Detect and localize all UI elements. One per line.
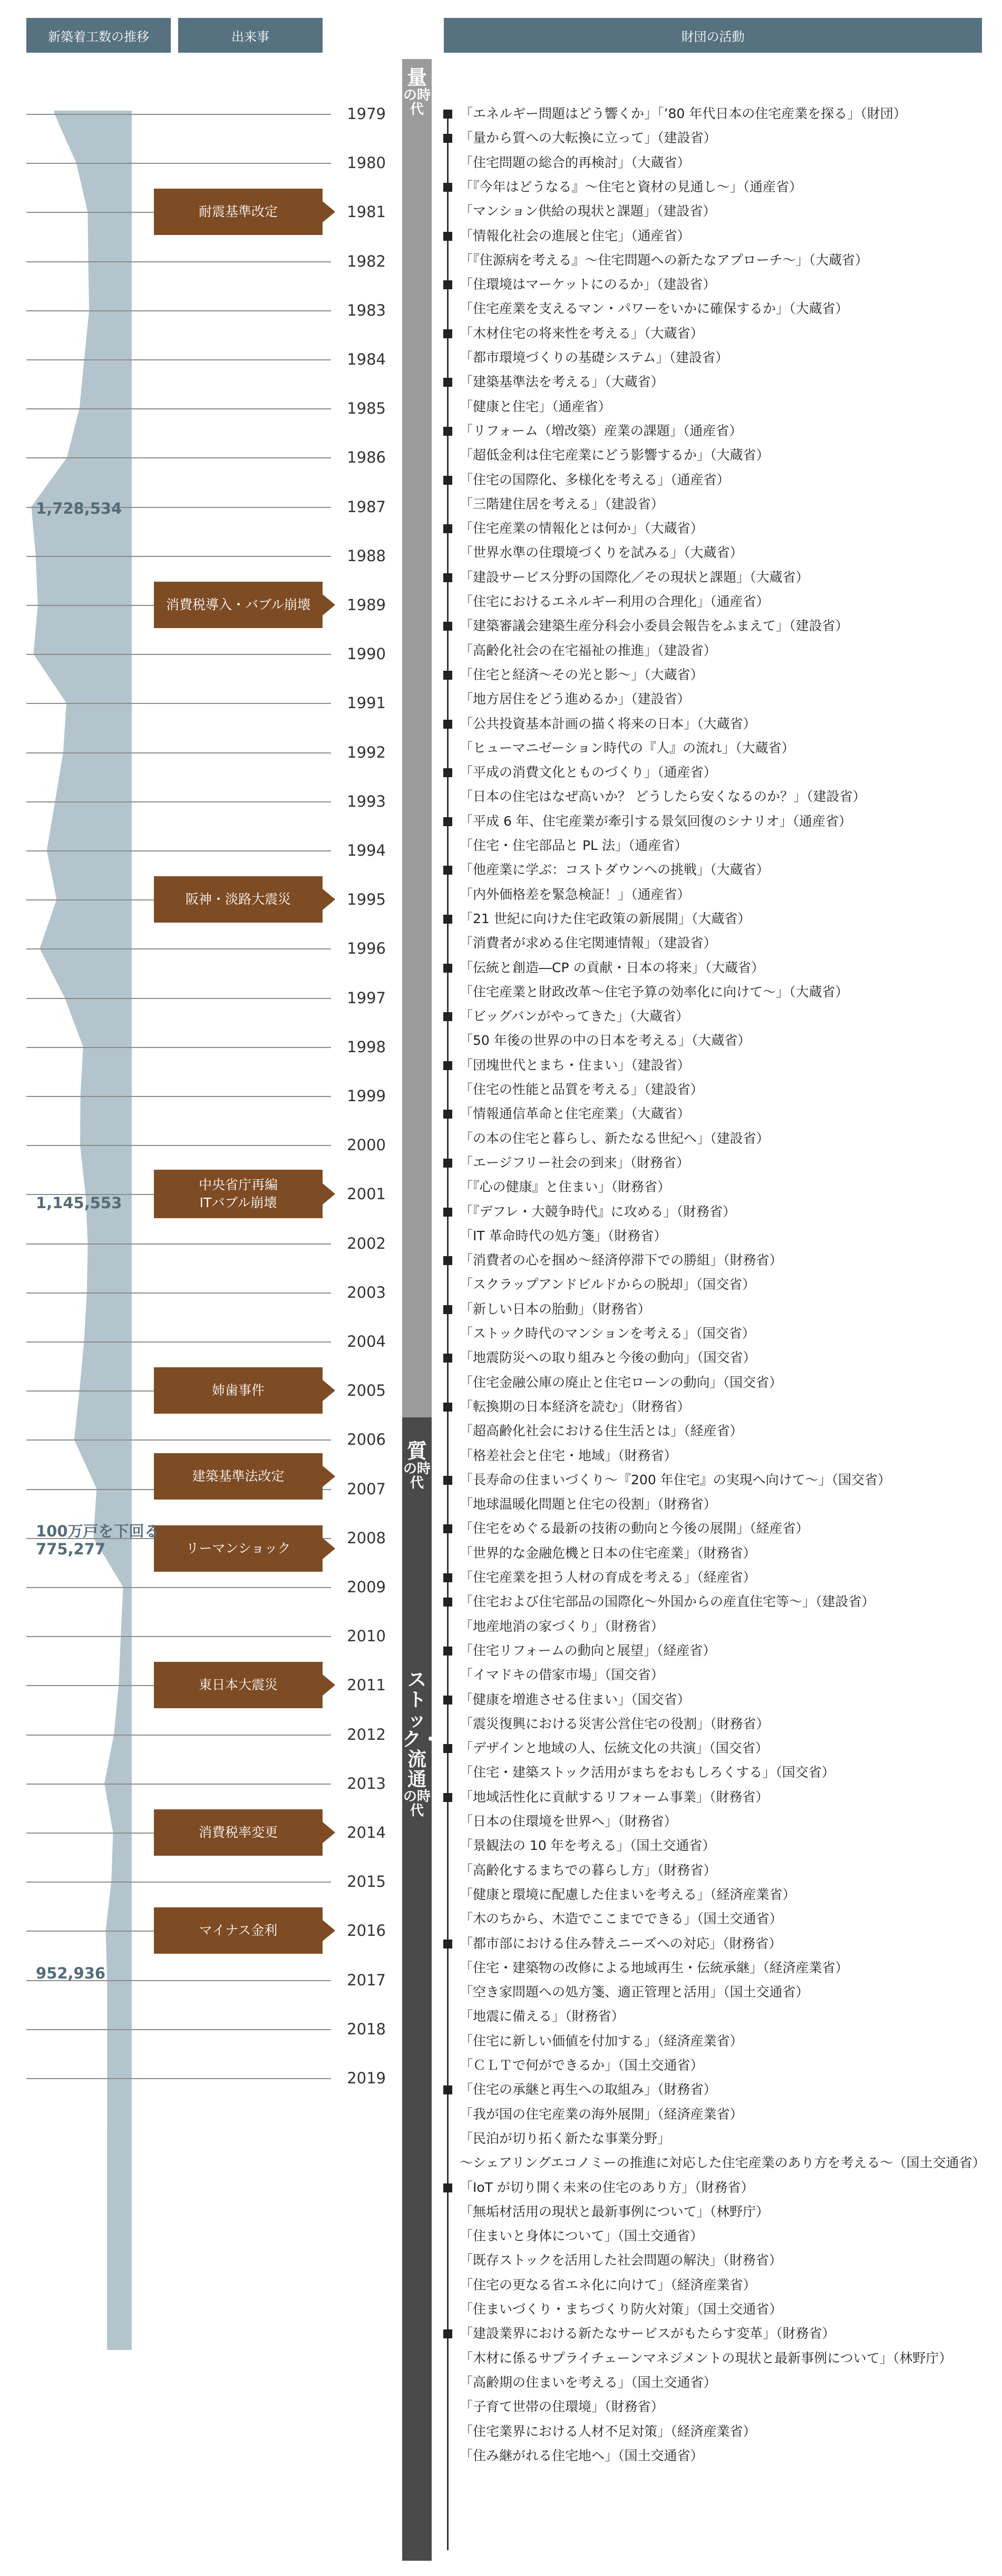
event-box (154, 876, 323, 923)
era-label (402, 67, 432, 117)
activity-item: 「地産地消の家づくり」（財務省） (460, 1618, 664, 1634)
area-annotation: 100万戸を下回る (36, 1522, 160, 1540)
activity-item: 「新しい日本の胎動」（財務省） (460, 1301, 651, 1317)
activity-item: 「21 世紀に向けた住宅政策の新展開」（大蔵省） (460, 910, 751, 926)
year-label: 1993 (347, 792, 386, 810)
event-box (154, 1525, 323, 1572)
timeline-marker (443, 1744, 452, 1753)
activity-item: 「建設サービス分野の国際化／その現状と課題」（大蔵省） (460, 569, 809, 585)
activity-item: 「空き家問題への処方箋、適正管理と活用」（国土交通省） (460, 1984, 809, 2000)
event-label: 消費税導入・バブル崩壊 (166, 597, 310, 612)
header-activities: 財団の活動 (444, 18, 982, 53)
year-label: 2007 (347, 1480, 386, 1498)
activity-item: 「『今年はどうなる』〜住宅と資材の見通し〜」（通産省） (460, 179, 803, 194)
timeline-marker (443, 671, 452, 680)
area-annotation: 1,728,534 (36, 499, 122, 517)
timeline-marker (443, 1256, 452, 1265)
activity-item: 「住環境はマーケットにのるか」（建設省） (460, 277, 716, 292)
year-gridline (26, 1587, 331, 1588)
year-gridline (26, 2029, 331, 2030)
event-box (154, 189, 323, 235)
timeline-marker (443, 1524, 452, 1533)
activity-item: 「無垢材活用の現状と最新事例について」（林野庁） (460, 2203, 770, 2219)
year-label: 2008 (347, 1529, 386, 1547)
event-box (154, 1453, 323, 1500)
year-gridline (26, 1292, 331, 1294)
year-gridline (26, 1145, 331, 1146)
year-gridline (26, 163, 331, 164)
activity-item: 「超低金利は住宅産業にどう影響するか」（大蔵省） (460, 447, 770, 463)
activity-item: 「住宅産業と財政改革〜住宅予算の効率化に向けて〜」（大蔵省） (460, 984, 849, 1000)
timeline-marker (443, 1305, 452, 1314)
timeline-marker (443, 134, 452, 143)
event-label: 姉歯事件 (211, 1383, 265, 1398)
year-gridline (26, 801, 331, 802)
year-label: 1979 (347, 105, 386, 123)
activity-item: 「建設業界における新たなサービスがもたらす変革」（財務省） (460, 2326, 835, 2342)
activity-item: 「長寿命の住まいづくり〜『200 年住宅』の実現へ向けて〜」（国交省） (460, 1472, 891, 1487)
era-bar-stock (402, 1702, 432, 2561)
timeline-marker (443, 2329, 452, 2338)
event-box (154, 1170, 323, 1218)
event-label: 東日本大震災 (198, 1677, 278, 1693)
timeline-marker (443, 1476, 452, 1485)
year-label: 2005 (347, 1382, 386, 1400)
year-label: 1999 (347, 1087, 386, 1105)
year-label: 1998 (347, 1037, 386, 1056)
activity-item: 「住宅におけるエネルギー利用の合理化」（通産省） (460, 594, 770, 609)
timeline-marker (443, 1403, 452, 1412)
activity-item: 「住宅問題の総合的再検討」（大蔵省） (460, 154, 690, 170)
activity-item: 「ヒューマニゼーション時代の『人』の流れ」（大蔵省） (460, 740, 795, 756)
activity-item: 「住宅と経済〜その光と影〜」（大蔵省） (460, 667, 704, 682)
timeline-marker (443, 2183, 452, 2192)
activity-item: 「建築審議会建築生産分科会小委員会報告をふまえて」（建設省） (460, 618, 849, 634)
year-label: 2015 (347, 1873, 386, 1891)
year-label: 2014 (347, 1824, 386, 1842)
event-label: 阪神・淡路大震災 (185, 892, 291, 907)
event-label: 耐震基準改定 (198, 204, 278, 220)
activity-item: 「ビッグバンがやってきた」（大蔵省） (460, 1008, 689, 1024)
timeline-marker (443, 866, 452, 875)
year-label: 1994 (347, 841, 386, 859)
timeline-marker (443, 915, 452, 924)
year-label: 1982 (347, 252, 386, 270)
activity-item: 「平成の消費文化とものづくり」（通産省） (460, 765, 717, 780)
year-gridline (26, 752, 331, 753)
activity-item: 「地震に備える」（財務省） (460, 2009, 625, 2024)
activity-item: 「住宅をめぐる最新の技術の動向と今後の展開」（経産省） (460, 1521, 809, 1536)
activity-item: 「住まいづくり・まちづくり防火対策」（国土交通省） (460, 2301, 783, 2317)
year-label: 1987 (347, 497, 386, 516)
activity-item: 「地域活性化に貢献するリフォーム事業」（財務省） (460, 1789, 769, 1805)
year-gridline (26, 2078, 331, 2079)
event-box (154, 1662, 323, 1708)
era-label-main: 量 (406, 66, 427, 89)
year-label: 2006 (347, 1431, 386, 1449)
activity-item: 「健康と環境に配慮した住まいを考える」（経済産業省） (460, 1886, 796, 1902)
year-gridline (26, 654, 331, 655)
year-label: 2018 (347, 2020, 386, 2038)
year-label: 2004 (347, 1333, 386, 1350)
timeline-marker (443, 183, 452, 192)
activity-item: 「木材に係るサプライチェーンマネジメントの現状と最新事例について」（林野庁） (460, 2350, 952, 2366)
header-housing-starts: 新築着工数の推移 (26, 18, 171, 53)
year-label: 2013 (347, 1774, 386, 1793)
area-annotation: 775,277 (36, 1540, 106, 1558)
event-box (154, 1809, 323, 1856)
timeline-marker (443, 1696, 452, 1705)
activity-item: 「情報化社会の進展と住宅」（通産省） (460, 228, 690, 243)
timeline-marker (443, 622, 452, 631)
activity-item: 「団塊世代とまち・住まい」（建設省） (460, 1057, 690, 1073)
year-label: 1981 (347, 203, 386, 221)
year-label: 2019 (347, 2069, 386, 2087)
year-gridline (26, 1636, 331, 1637)
year-gridline (26, 1882, 331, 1883)
activity-item: 「エージフリー社会の到来」（財務省） (460, 1154, 690, 1170)
activity-item: 「の本の住宅と暮らし、新たなる世紀へ」（建設省） (460, 1130, 770, 1146)
activity-item: 「住宅・建築物の改修による地域再生・伝統承継」（経済産業省） (460, 1960, 849, 1975)
activity-item: 「都市部における住み替えニーズへの対応」（財務省） (460, 1935, 782, 1951)
timeline-marker (443, 1647, 452, 1656)
era-label-suffix: の時代 (403, 1788, 431, 1819)
year-label: 2001 (347, 1185, 386, 1203)
year-gridline (26, 114, 331, 115)
activity-item: 「伝統と創造―CP の貢献・日本の将来」（大蔵省） (460, 959, 764, 975)
activity-item: 「超高齢化社会における住生活とは」（経産省） (460, 1423, 743, 1439)
activity-item: 「木のちから、木造でここまでできる」（国土交通省） (460, 1911, 783, 1927)
activity-item: 「健康と住宅」（通産省） (460, 398, 611, 414)
year-label: 1985 (347, 399, 386, 418)
activity-item: 「『デフレ・大競争時代』に攻める」（財務省） (460, 1203, 736, 1219)
activity-item: 「消費者が求める住宅関連情報」（建設省） (460, 935, 717, 951)
year-label: 2011 (347, 1676, 386, 1695)
year-gridline (26, 948, 331, 949)
year-gridline (26, 1735, 331, 1736)
activity-item: 「地方居住をどう進めるか」（建設省） (460, 691, 690, 707)
activity-item: 〜シェアリングエコノミーの推進に対応した住宅産業のあり方を考える〜（国土交通省） (460, 2155, 986, 2171)
event-label: 中央省庁再編 (198, 1177, 278, 1193)
activity-item: 「住宅産業の情報化とは何か」（大蔵省） (460, 521, 704, 536)
year-label: 1980 (347, 154, 386, 172)
timeline-marker (443, 817, 452, 826)
year-label: 1992 (347, 743, 386, 761)
activity-item: 「イマドキの借家市場」（国交省） (460, 1667, 664, 1683)
year-gridline (26, 703, 331, 704)
activity-item: 「転換期の日本経済を読む」（財務省） (460, 1398, 690, 1414)
timeline-marker (443, 964, 452, 973)
activity-item: 「地球温暖化問題と住宅の役割」（財務省） (460, 1496, 717, 1512)
activity-item: 「建築基準法を考える」（大蔵省） (460, 374, 664, 390)
timeline-marker (443, 476, 452, 485)
year-label: 2003 (347, 1283, 386, 1301)
timeline-marker (443, 524, 452, 533)
activity-item: 「住宅に新しい価値を付加する」（経済産業省） (460, 2033, 743, 2049)
timeline-marker (443, 1573, 452, 1582)
year-gridline (26, 1096, 331, 1097)
activity-item: 「住宅の承継と再生への取組み」（財務省） (460, 2082, 717, 2098)
year-gridline (26, 408, 331, 409)
year-label: 2000 (347, 1136, 386, 1154)
activity-item: 「地震防災への取り組みと今後の動向」（国交省） (460, 1350, 756, 1366)
activity-item: 「健康を増進させる住まい」（国交省） (460, 1691, 690, 1707)
timeline-marker (443, 768, 452, 777)
activity-item: 「既存ストックを活用した社会問題の解決」（財務省） (460, 2252, 782, 2268)
era-label (402, 1441, 432, 1491)
timeline-marker (443, 1110, 452, 1119)
timeline-marker (443, 573, 452, 582)
header-events: 出来事 (178, 18, 323, 53)
activity-item: 「量から質への大転換に立って」（建設省） (460, 130, 717, 146)
year-gridline (26, 310, 331, 311)
activity-item: 「木材住宅の将来性を考える」（大蔵省） (460, 325, 704, 341)
activity-item: 「他産業に学ぶ：コストダウンへの挑戦」（大蔵省） (460, 862, 770, 878)
timeline-marker (443, 1061, 452, 1070)
activity-item: 「デザインと地域の人、伝統文化の共演」（国交省） (460, 1740, 768, 1756)
year-label: 2002 (347, 1234, 386, 1252)
event-label: マイナス金利 (199, 1923, 278, 1938)
year-gridline (26, 1243, 331, 1245)
year-label: 1984 (347, 350, 386, 368)
event-label: 消費税率変更 (198, 1825, 278, 1840)
activity-item: 「住まいと身体について」（国土交通省） (460, 2228, 704, 2244)
timeline-marker (443, 110, 452, 119)
year-gridline (26, 1439, 331, 1441)
year-label: 2017 (347, 1971, 386, 1989)
timeline-marker (443, 329, 452, 338)
era-label-main: ストック・流通 (402, 1669, 441, 1790)
event-label: 建築基準法改定 (192, 1468, 285, 1484)
year-label: 1991 (347, 694, 386, 712)
activity-item: 「我が国の住宅産業の海外展開」（経済産業省） (460, 2106, 743, 2122)
activity-item: 「情報通信革命と住宅産業」（大蔵省） (460, 1106, 690, 1122)
activity-item: 「消費者の心を掴め〜経済停滞下での勝組」（財務省） (460, 1252, 783, 1268)
timeline-marker (443, 427, 452, 436)
housing-starts-area-chart (0, 0, 358, 2576)
year-gridline (26, 850, 331, 851)
year-label: 2010 (347, 1627, 386, 1645)
activity-item: 「住宅の性能と品質を考える」（建設省） (460, 1082, 704, 1097)
event-label: ITバブル崩壊 (199, 1195, 277, 1211)
timeline-marker (443, 1940, 452, 1948)
timeline-marker (443, 232, 452, 241)
activity-item: 「住宅および住宅部品の国際化〜外国からの産直住宅等〜」（建設省） (460, 1594, 875, 1610)
activity-item: 「IoT が切り開く未来の住宅のあり方」（財務省） (460, 2179, 754, 2195)
year-gridline (26, 359, 331, 360)
year-gridline (26, 1047, 331, 1048)
timeline-marker (443, 2085, 452, 2094)
activity-item: 「『心の健康』と住まい」（財務省） (460, 1179, 671, 1195)
year-label: 1996 (347, 939, 386, 958)
activity-item: 「住宅・建築ストック活用がまちをおもしろくする」（国交省） (460, 1765, 835, 1780)
timeline-marker (443, 1793, 452, 1802)
activity-item: 「住宅の国際化、多様化を考える」（通産省） (460, 472, 730, 487)
year-gridline (26, 1341, 331, 1343)
year-label: 1983 (347, 301, 386, 319)
activity-item: 「50 年後の世界の中の日本を考える」（大蔵省） (460, 1033, 751, 1049)
activity-item: 「スクラップアンドビルドからの脱却」（国交省） (460, 1277, 756, 1292)
area-annotation: 952,936 (36, 1964, 106, 1982)
event-box (154, 582, 323, 628)
activity-item: 「エネルギー問題はどう響くか」「’80 年代日本の住宅産業を探る」（財団） (460, 106, 907, 121)
timeline-marker (443, 1598, 452, 1607)
activity-item: 「住宅産業を支えるマン・パワーをいかに確保するか」（大蔵省） (460, 301, 849, 317)
activity-item: 「格差社会と住宅・地域」（財務省） (460, 1447, 677, 1463)
activity-item: 「住宅産業を担う人材の育成を考える」（経産省） (460, 1570, 756, 1585)
activity-item: 「高齢化するまちでの暮らし方」（財務省） (460, 1862, 717, 1878)
activity-item: 「住宅の更なる省エネ化に向けて」（経済産業省） (460, 2277, 756, 2293)
era-label-suffix: の時代 (403, 87, 431, 118)
year-label: 1997 (347, 988, 386, 1007)
activity-item: 「高齢期の住まいを考える」（国土交通省） (460, 2374, 717, 2390)
activity-item: 「IT 革命時代の処方箋」（財務省） (460, 1228, 667, 1243)
activity-item: 「公共投資基本計画の描く将来の日本」（大蔵省） (460, 716, 756, 731)
activity-item: 「世界水準の住環境づくりを試みる」（大蔵省） (460, 545, 743, 561)
timeline-marker (443, 280, 452, 289)
year-label: 2009 (347, 1578, 386, 1596)
activity-item: 「ストック時代のマンションを考える」（国交省） (460, 1326, 755, 1341)
year-label: 1995 (347, 890, 386, 909)
timeline-marker (443, 1208, 452, 1217)
era-label (402, 1669, 441, 1819)
activity-item: 「景観法の 10 年を考える」（国土交通省） (460, 1838, 716, 1854)
year-gridline (26, 1784, 331, 1785)
activity-item: 「リフォーム（増改築）産業の課題」（通産省） (460, 423, 743, 438)
activity-item: 「子育て世帯の住環境」（財務省） (460, 2399, 664, 2415)
era-label-suffix: の時代 (403, 1461, 431, 1492)
era-bar-quantity (402, 59, 432, 1417)
timeline-marker (443, 1159, 452, 1168)
event-label: リーマンショック (186, 1540, 291, 1556)
activity-item: 「『住源病を考える』〜住宅問題への新たなアプローチ〜」（大蔵省） (460, 252, 869, 268)
activity-item: 「内外価格差を緊急検証！」（通産省） (460, 886, 690, 902)
year-label: 1990 (347, 645, 386, 663)
area-annotation: 1,145,553 (36, 1194, 122, 1212)
activity-item: 「日本の住宅はなぜ高いか？ どうしたら安くなるのか？」（建設省） (460, 789, 866, 805)
year-label: 1986 (347, 448, 386, 467)
year-gridline (26, 261, 331, 262)
activity-item: 「高齢化社会の在宅福祉の推進」（建設省） (460, 642, 717, 658)
timeline-marker (443, 720, 452, 729)
timeline-marker (443, 1354, 452, 1363)
event-box (154, 1367, 323, 1414)
timeline-marker (443, 378, 452, 387)
year-gridline (26, 556, 331, 557)
timeline-marker (443, 1012, 452, 1021)
year-label: 1989 (347, 596, 386, 614)
activity-item: 「マンション供給の現状と課題」（建設省） (460, 203, 716, 219)
activity-item: 「都市環境づくりの基礎システム」（建設省） (460, 350, 729, 365)
activity-item: 「民泊が切り拓く新たな事業分野」 (460, 2130, 671, 2146)
event-box (154, 1907, 323, 1954)
year-label: 1988 (347, 546, 386, 565)
activity-item: 「住宅金融公庫の廃止と住宅ローンの動向」（国交省） (460, 1374, 783, 1390)
year-label: 2012 (347, 1725, 386, 1744)
activity-item: 「震災復興における災害公営住宅の役割」（財務省） (460, 1716, 770, 1731)
era-label-main: 質 (406, 1439, 427, 1463)
activity-item: 「住宅リフォームの動向と展望」（経産省） (460, 1642, 716, 1658)
activity-item: 「住宅業界における人材不足対策」（経済産業省） (460, 2423, 756, 2439)
year-gridline (26, 457, 331, 458)
activity-item: 「住宅・住宅部品と PL 法」（通産省） (460, 838, 688, 853)
year-label: 2016 (347, 1922, 386, 1940)
year-gridline (26, 998, 331, 999)
housing-starts-area (32, 111, 132, 2350)
activity-item: 「日本の住環境を世界へ」（財務省） (460, 1814, 677, 1829)
activity-item: 「世界的な金融危機と日本の住宅産業」（財務省） (460, 1545, 756, 1561)
activity-item: 「住み継がれる住宅地へ」（国土交通省） (460, 2447, 704, 2463)
activity-item: 「ＣＬＴで何ができるか」（国土交通省） (460, 2058, 704, 2073)
activity-item: 「平成 6 年、住宅産業が牽引する景気回復のシナリオ」（通産省） (460, 813, 852, 829)
activity-item: 「三階建住居を考える」（建設省） (460, 496, 664, 512)
